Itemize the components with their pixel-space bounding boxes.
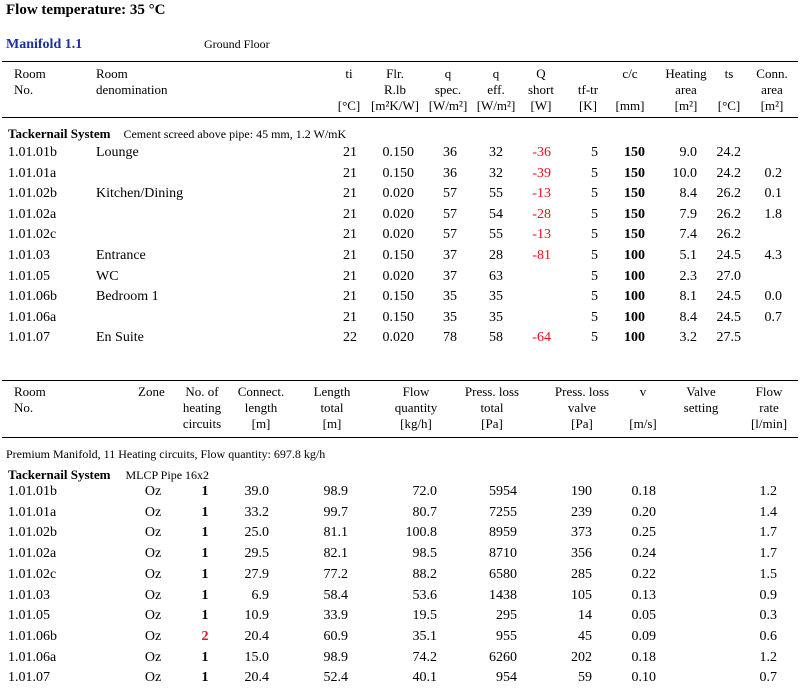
table-row [0, 546, 800, 566]
table2-header-rule [2, 437, 798, 438]
cell-len-total: 81.1 [323, 525, 348, 541]
t1-header-tf-tr: tf-tr [K] [577, 82, 599, 113]
cell-flow-rate: 1.5 [759, 566, 777, 582]
flow-temperature: Flow temperature: 35 °C [6, 2, 166, 18]
cell-len-total: 99.7 [323, 504, 348, 520]
cell-flow-rate: 1.7 [759, 525, 777, 541]
manifold-info: Premium Manifold, 11 Heating circuits, Flow quantity: 697.8 kg/h [6, 447, 326, 461]
cell-q-short: -64 [532, 330, 551, 346]
cell-q-eff: 55 [489, 227, 503, 243]
floor-label: Ground Floor [204, 37, 270, 51]
cell-cc: 100 [624, 248, 645, 263]
table-row [0, 310, 800, 330]
cell-v: 0.09 [631, 628, 656, 644]
table-row [0, 186, 800, 206]
cell-len-total: 77.2 [323, 566, 348, 582]
cell-press-valve: 239 [571, 504, 592, 520]
cell-len-total: 33.9 [323, 608, 348, 624]
cell-ts: 24.5 [716, 289, 741, 305]
cell-area: 8.4 [679, 309, 697, 325]
t2-header-length-total: Length total [m] [313, 384, 351, 431]
cell-conn: 0.0 [764, 289, 782, 305]
cell-q-short: -36 [532, 145, 551, 160]
cell-conn-len: 10.9 [244, 608, 269, 624]
cell-flow-rate: 0.6 [759, 628, 777, 644]
cell-press-total: 6260 [489, 649, 517, 665]
cell-conn: 1.8 [764, 206, 782, 222]
cell-tf-tr: 5 [591, 186, 598, 202]
cell-q-spec: 37 [443, 248, 457, 263]
cell-press-valve: 14 [578, 608, 592, 624]
cell-flr: 0.020 [382, 186, 414, 202]
cell-flow-rate: 0.3 [759, 608, 777, 624]
cell-ts: 27.0 [716, 268, 741, 284]
t1-section [8, 126, 346, 142]
t1-section-title: Tackernail System [8, 126, 111, 141]
cell-area: 7.4 [679, 227, 697, 243]
cell-q-spec: 37 [443, 268, 457, 284]
cell-flow-qty: 53.6 [412, 587, 437, 603]
cell-room: 1.01.01a [8, 504, 57, 520]
table-row [0, 145, 800, 165]
cell-q-eff: 55 [489, 186, 503, 202]
cell-flr: 0.150 [382, 309, 414, 325]
cell-ti: 21 [343, 165, 357, 181]
cell-flow-qty: 74.2 [412, 649, 437, 665]
cell-cc: 100 [624, 309, 645, 325]
cell-conn-len: 20.4 [244, 670, 269, 686]
cell-press-valve: 373 [571, 525, 592, 541]
cell-conn-len: 6.9 [251, 587, 269, 603]
cell-len-total: 98.9 [323, 649, 348, 665]
t2-section-title: Tackernail System [8, 467, 111, 482]
cell-q-spec: 36 [443, 165, 457, 181]
cell-zone: Oz [144, 546, 162, 562]
cell-q-eff: 32 [489, 145, 503, 160]
cell-name: Bedroom 1 [96, 289, 159, 305]
cell-circuits: 1 [201, 608, 209, 624]
cell-tf-tr: 5 [591, 330, 598, 346]
table-row [0, 330, 800, 350]
cell-press-valve: 105 [571, 587, 592, 603]
cell-ts: 24.2 [716, 165, 741, 181]
cell-press-total: 8710 [489, 546, 517, 562]
cell-circuits: 1 [201, 546, 209, 562]
cell-cc: 150 [624, 206, 645, 222]
t2-section [8, 467, 209, 483]
cell-zone: Oz [144, 504, 162, 520]
cell-flr: 0.150 [382, 165, 414, 181]
cell-flow-qty: 98.5 [412, 546, 437, 562]
cell-flow-rate: 1.7 [759, 546, 777, 562]
cell-q-spec: 35 [443, 309, 457, 325]
cell-room: 1.01.01b [8, 484, 57, 499]
cell-press-valve: 285 [571, 566, 592, 582]
cell-circuits: 1 [201, 670, 209, 686]
cell-circuits: 1 [201, 484, 209, 499]
t1-header-heating-area: Heating area [m²] [665, 66, 707, 113]
cell-zone: Oz [144, 484, 162, 499]
cell-name: Kitchen/Dining [96, 186, 184, 202]
cell-v: 0.20 [631, 504, 656, 520]
table-row [0, 588, 800, 608]
cell-tf-tr: 5 [591, 289, 598, 305]
table1-header-rule [2, 117, 798, 118]
cell-flow-rate: 1.4 [759, 504, 777, 520]
cell-zone: Oz [144, 608, 162, 624]
cell-v: 0.18 [631, 484, 656, 499]
table-row [0, 525, 800, 545]
cell-q-eff: 35 [489, 309, 503, 325]
cell-cc: 100 [624, 330, 645, 346]
cell-room: 1.01.01a [8, 165, 57, 181]
cell-area: 5.1 [679, 248, 697, 263]
cell-flow-qty: 100.8 [405, 525, 437, 541]
cell-q-eff: 28 [489, 248, 503, 263]
cell-ti: 21 [343, 227, 357, 243]
t1-header-room-denomination: Room denomination [96, 66, 168, 97]
cell-flow-qty: 40.1 [412, 670, 437, 686]
cell-q-eff: 54 [489, 206, 503, 222]
cell-press-total: 954 [496, 670, 517, 686]
cell-flow-qty: 19.5 [412, 608, 437, 624]
cell-q-spec: 36 [443, 145, 457, 160]
cell-q-spec: 78 [443, 330, 457, 346]
table2-top-rule [2, 380, 798, 381]
cell-flow-qty: 35.1 [412, 628, 437, 644]
table-row [0, 248, 800, 268]
cell-flr: 0.020 [382, 227, 414, 243]
cell-room: 1.01.05 [8, 608, 50, 624]
cell-tf-tr: 5 [591, 145, 598, 160]
cell-press-total: 7255 [489, 504, 517, 520]
cell-name: Entrance [96, 248, 146, 263]
table1-top-rule [2, 61, 798, 62]
cell-zone: Oz [144, 525, 162, 541]
cell-conn-len: 15.0 [244, 649, 269, 665]
cell-circuits: 1 [201, 566, 209, 582]
cell-q-spec: 57 [443, 186, 457, 202]
cell-q-short: -13 [532, 186, 551, 202]
cell-cc: 100 [624, 268, 645, 284]
cell-area: 2.3 [679, 268, 697, 284]
cell-room: 1.01.03 [8, 587, 50, 603]
cell-ti: 21 [343, 206, 357, 222]
cell-v: 0.13 [631, 587, 656, 603]
cell-area: 9.0 [679, 145, 697, 160]
cell-press-valve: 202 [571, 649, 592, 665]
cell-room: 1.01.06a [8, 309, 57, 325]
cell-tf-tr: 5 [591, 206, 598, 222]
cell-ti: 21 [343, 268, 357, 284]
cell-flow-rate: 0.9 [759, 587, 777, 603]
cell-area: 7.9 [679, 206, 697, 222]
cell-flow-rate: 1.2 [759, 649, 777, 665]
cell-ti: 21 [343, 248, 357, 263]
cell-cc: 150 [624, 145, 645, 160]
cell-flr: 0.020 [382, 268, 414, 284]
cell-flow-qty: 80.7 [412, 504, 437, 520]
t2-header-valve-setting: Valve setting [683, 384, 719, 415]
cell-area: 3.2 [679, 330, 697, 346]
cell-q-short: -39 [532, 165, 551, 181]
cell-conn-len: 39.0 [244, 484, 269, 499]
cell-zone: Oz [144, 566, 162, 582]
cell-flr: 0.150 [382, 145, 414, 160]
cell-q-spec: 57 [443, 206, 457, 222]
cell-room: 1.01.01b [8, 145, 57, 160]
cell-conn: 4.3 [764, 248, 782, 263]
cell-q-eff: 32 [489, 165, 503, 181]
cell-q-eff: 58 [489, 330, 503, 346]
table-row [0, 227, 800, 247]
cell-cc: 150 [624, 186, 645, 202]
cell-ti: 21 [343, 145, 357, 160]
cell-v: 0.25 [631, 525, 656, 541]
cell-circuits: 2 [201, 628, 209, 644]
table-row [0, 505, 800, 525]
cell-len-total: 60.9 [323, 628, 348, 644]
cell-press-total: 6580 [489, 566, 517, 582]
cell-ti: 21 [343, 309, 357, 325]
t2-section-note: MLCP Pipe 16x2 [125, 468, 210, 482]
cell-tf-tr: 5 [591, 248, 598, 263]
cell-v: 0.24 [631, 546, 656, 562]
cell-flr: 0.020 [382, 330, 414, 346]
cell-name: Lounge [96, 145, 139, 160]
cell-room: 1.01.07 [8, 330, 50, 346]
cell-room: 1.01.06b [8, 289, 57, 305]
cell-v: 0.22 [631, 566, 656, 582]
cell-q-short: -81 [532, 248, 551, 263]
t2-header-flow-rate: Flow rate [l/min] [750, 384, 788, 431]
cell-cc: 150 [624, 165, 645, 181]
cell-room: 1.01.03 [8, 248, 50, 263]
t1-header-q-spec: q spec. [W/m²] [428, 66, 468, 113]
cell-v: 0.18 [631, 649, 656, 665]
t2-header-press-loss-total: Press. loss total [Pa] [464, 384, 520, 431]
cell-press-total: 1438 [489, 587, 517, 603]
cell-conn: 0.1 [764, 186, 782, 202]
cell-ts: 24.2 [716, 145, 741, 160]
t1-header-ti: ti [°C] [337, 66, 361, 113]
table-row [0, 207, 800, 227]
cell-room: 1.01.02b [8, 525, 57, 541]
cell-tf-tr: 5 [591, 165, 598, 181]
cell-tf-tr: 5 [591, 227, 598, 243]
t2-header-circuits: No. of heating circuits [182, 384, 222, 431]
cell-ti: 21 [343, 289, 357, 305]
manifold-title: Manifold 1.1 [6, 37, 83, 52]
cell-conn: 0.2 [764, 165, 782, 181]
cell-v: 0.10 [631, 670, 656, 686]
cell-cc: 150 [624, 227, 645, 243]
cell-q-spec: 57 [443, 227, 457, 243]
table-row [0, 650, 800, 670]
cell-room: 1.01.02c [8, 227, 57, 243]
cell-area: 10.0 [672, 165, 697, 181]
cell-flr: 0.150 [382, 248, 414, 263]
table-row [0, 670, 800, 690]
cell-room: 1.01.02a [8, 206, 57, 222]
cell-tf-tr: 5 [591, 268, 598, 284]
cell-q-eff: 35 [489, 289, 503, 305]
cell-area: 8.4 [679, 186, 697, 202]
t1-section-note: Cement screed above pipe: 45 mm, 1.2 W/mK [123, 127, 347, 141]
cell-ts: 27.5 [716, 330, 741, 346]
cell-circuits: 1 [201, 649, 209, 665]
t1-header-q-short: Q short [W] [528, 66, 554, 113]
cell-flow-qty: 72.0 [412, 484, 437, 499]
cell-room: 1.01.06b [8, 628, 57, 644]
cell-press-total: 8959 [489, 525, 517, 541]
cell-press-valve: 356 [571, 546, 592, 562]
cell-name: En Suite [96, 330, 144, 346]
cell-flow-rate: 1.2 [759, 484, 777, 499]
cell-press-total: 955 [496, 628, 517, 644]
t2-header-zone: Zone [138, 384, 165, 399]
cell-len-total: 52.4 [323, 670, 348, 686]
cell-conn-len: 33.2 [244, 504, 269, 520]
cell-press-total: 295 [496, 608, 517, 624]
cell-len-total: 58.4 [323, 587, 348, 603]
cell-ts: 26.2 [716, 206, 741, 222]
table-row [0, 567, 800, 587]
cell-flr: 0.020 [382, 206, 414, 222]
cell-room: 1.01.07 [8, 670, 50, 686]
table-row [0, 289, 800, 309]
t1-header-ts: ts [°C] [717, 66, 741, 113]
cell-conn-len: 25.0 [244, 525, 269, 541]
cell-name: WC [96, 268, 119, 284]
t1-header-room-no: Room No. [14, 66, 46, 97]
cell-room: 1.01.02b [8, 186, 57, 202]
cell-conn-len: 20.4 [244, 628, 269, 644]
cell-zone: Oz [144, 649, 162, 665]
cell-q-spec: 35 [443, 289, 457, 305]
cell-flow-rate: 0.7 [759, 670, 777, 686]
t1-header-q-eff: q eff. [W/m²] [476, 66, 516, 113]
t1-header-flr: Flr. R.lb [m²K/W] [371, 66, 419, 113]
t2-header-connect-length: Connect. length [m] [237, 384, 285, 431]
cell-q-eff: 63 [489, 268, 503, 284]
cell-ts: 24.5 [716, 309, 741, 325]
t1-header-conn-area: Conn. area [m²] [756, 66, 788, 113]
cell-ts: 24.5 [716, 248, 741, 263]
cell-room: 1.01.06a [8, 649, 57, 665]
cell-circuits: 1 [201, 525, 209, 541]
t2-header-v: v [m/s] [629, 384, 657, 431]
cell-cc: 100 [624, 289, 645, 305]
cell-conn-len: 27.9 [244, 566, 269, 582]
t2-header-flow-quantity: Flow quantity [kg/h] [394, 384, 438, 431]
cell-room: 1.01.02a [8, 546, 57, 562]
table-row [0, 629, 800, 649]
cell-ti: 22 [343, 330, 357, 346]
cell-tf-tr: 5 [591, 309, 598, 325]
cell-ts: 26.2 [716, 227, 741, 243]
cell-circuits: 1 [201, 587, 209, 603]
table-row [0, 166, 800, 186]
cell-v: 0.05 [631, 608, 656, 624]
cell-q-short: -13 [532, 227, 551, 243]
t1-header-cc: c/c [mm] [615, 66, 645, 113]
cell-zone: Oz [144, 670, 162, 686]
cell-q-short: -28 [532, 206, 551, 222]
cell-zone: Oz [144, 587, 162, 603]
cell-conn: 0.7 [764, 309, 782, 325]
cell-room: 1.01.02c [8, 566, 57, 582]
table-row [0, 608, 800, 628]
cell-flr: 0.150 [382, 289, 414, 305]
cell-zone: Oz [144, 628, 162, 644]
cell-ts: 26.2 [716, 186, 741, 202]
cell-len-total: 98.9 [323, 484, 348, 499]
cell-circuits: 1 [201, 504, 209, 520]
cell-ti: 21 [343, 186, 357, 202]
cell-room: 1.01.05 [8, 268, 50, 284]
t2-header-room-no: Room No. [14, 384, 46, 415]
cell-press-total: 5954 [489, 484, 517, 499]
cell-press-valve: 59 [578, 670, 592, 686]
table-row [0, 269, 800, 289]
cell-conn-len: 29.5 [244, 546, 269, 562]
t2-header-press-loss-valve: Press. loss valve [Pa] [554, 384, 610, 431]
cell-press-valve: 45 [578, 628, 592, 644]
table-row [0, 484, 800, 504]
cell-press-valve: 190 [571, 484, 592, 499]
cell-flow-qty: 88.2 [412, 566, 437, 582]
cell-area: 8.1 [679, 289, 697, 305]
cell-len-total: 82.1 [323, 546, 348, 562]
